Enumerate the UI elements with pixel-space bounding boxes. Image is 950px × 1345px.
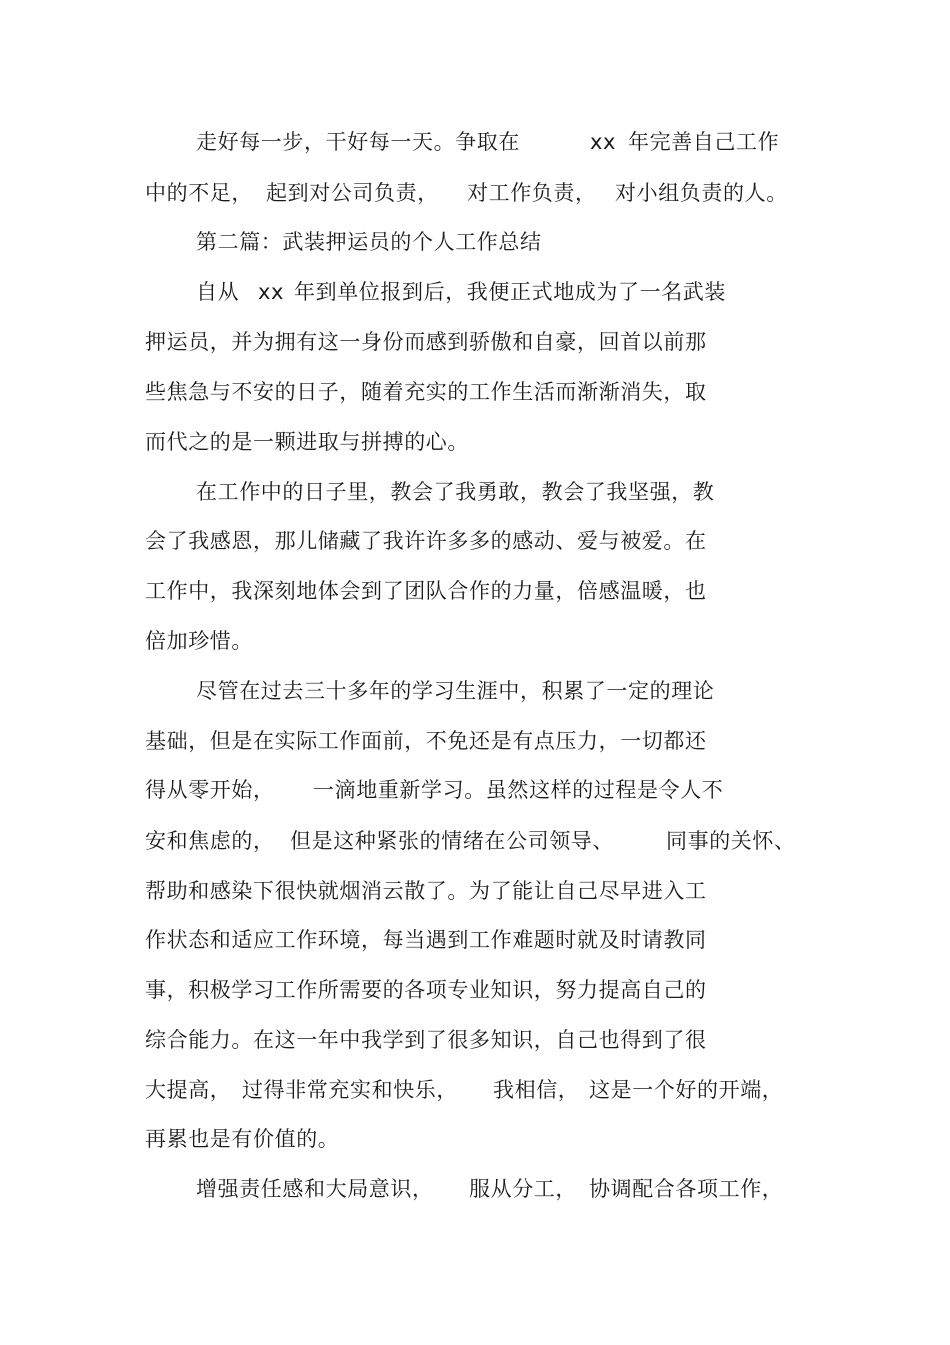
text-segment: 事，积极学习工作所需要的各项专业知识，努力提高自己的 — [145, 978, 707, 1002]
text-segment: 服从分工， — [469, 1177, 577, 1201]
text-segment: 增强责任感和大局意识， — [196, 1177, 434, 1201]
text-segment: 自从 — [196, 280, 240, 304]
text-segment: 而代之的是一颗进取与拼搏的心。 — [145, 430, 469, 454]
text-segment: 综合能力。在这一年中我学到了很多知识，自己也得到了很 — [145, 1028, 707, 1052]
text-segment: 些焦急与不安的日子，随着充实的工作生活而渐渐消失，取 — [145, 380, 707, 404]
text-segment: 工作中，我深刻地体会到了团队合作的力量，倍感温暖，也 — [145, 579, 707, 603]
text-line-9 — [0, 524, 950, 558]
text-line-11 — [0, 624, 950, 658]
text-line-16 — [0, 874, 950, 908]
text-segment: 帮助和感染下很快就烟消云散了。为了能让自己尽早进入工 — [145, 879, 707, 903]
text-segment: 基础，但是在实际工作面前，不免还是有点压力，一切都还 — [145, 729, 707, 753]
text-segment: 倍加珍惜。 — [145, 629, 253, 653]
text-segment: 同事的关怀、 — [666, 829, 796, 853]
text-segment: 再累也是有价值的。 — [145, 1127, 340, 1151]
text-segment: 我相信， — [493, 1078, 580, 1102]
text-segment: 一滴地重新学习。虽然这样的过程是令人不 — [313, 778, 724, 802]
text-line-14 — [0, 773, 950, 807]
text-segment: 这是一个好的开端， — [589, 1078, 784, 1102]
text-segment: 尽管在过去三十多年的学习生涯中，积累了一定的理论 — [196, 679, 715, 703]
text-segment: 年到单位报到后，我便正式地成为了一名武装 — [294, 280, 726, 304]
text-segment: 过得非常充实和快乐， — [242, 1078, 458, 1102]
heading-text: 第二篇：武装押运员的个人工作总结 — [196, 230, 542, 254]
text-segment: 押运员，并为拥有这一身份而感到骄傲和自豪，回首以前那 — [145, 330, 707, 354]
text-line-6 — [0, 375, 950, 409]
text-segment: 年完善自己工作 — [628, 130, 780, 154]
text-line-17 — [0, 923, 950, 957]
section-heading — [0, 225, 950, 259]
text-segment: 但是这种紧张的情绪在公司领导、 — [290, 829, 614, 853]
text-line-12 — [0, 674, 950, 708]
text-line-1 — [0, 125, 950, 159]
text-line-19 — [0, 1023, 950, 1057]
text-line-21 — [0, 1122, 950, 1156]
text-line-20 — [0, 1073, 950, 1107]
text-line-15 — [0, 824, 950, 858]
text-line-5 — [0, 325, 950, 359]
text-line-18 — [0, 973, 950, 1007]
text-segment: 起到对公司负责， — [266, 181, 439, 205]
text-segment: xx — [590, 130, 617, 154]
text-segment: 协调配合各项工作， — [589, 1177, 784, 1201]
text-segment: 作状态和适应工作环境，每当遇到工作难题时就及时请教同 — [145, 928, 707, 952]
text-line-22 — [0, 1172, 950, 1206]
text-line-2 — [0, 176, 950, 210]
text-segment: 对小组负责的人。 — [615, 181, 788, 205]
text-line-8 — [0, 475, 950, 509]
text-segment: xx — [258, 280, 285, 304]
text-line-7 — [0, 425, 950, 459]
text-line-13 — [0, 724, 950, 758]
text-line-10 — [0, 574, 950, 608]
text-segment: 走好每一步，干好每一天。争取在 — [196, 130, 520, 154]
text-segment: 在工作中的日子里，教会了我勇敢，教会了我坚强，教 — [196, 480, 715, 504]
text-segment: 中的不足， — [145, 181, 253, 205]
text-segment: 得从零开始， — [145, 778, 275, 802]
text-segment: 大提高， — [145, 1078, 232, 1102]
text-segment: 安和焦虑的， — [145, 829, 275, 853]
text-line-4 — [0, 275, 950, 309]
text-segment: 对工作负责， — [467, 181, 597, 205]
text-segment: 会了我感恩，那儿储藏了我许许多多的感动、爱与被爱。在 — [145, 529, 707, 553]
